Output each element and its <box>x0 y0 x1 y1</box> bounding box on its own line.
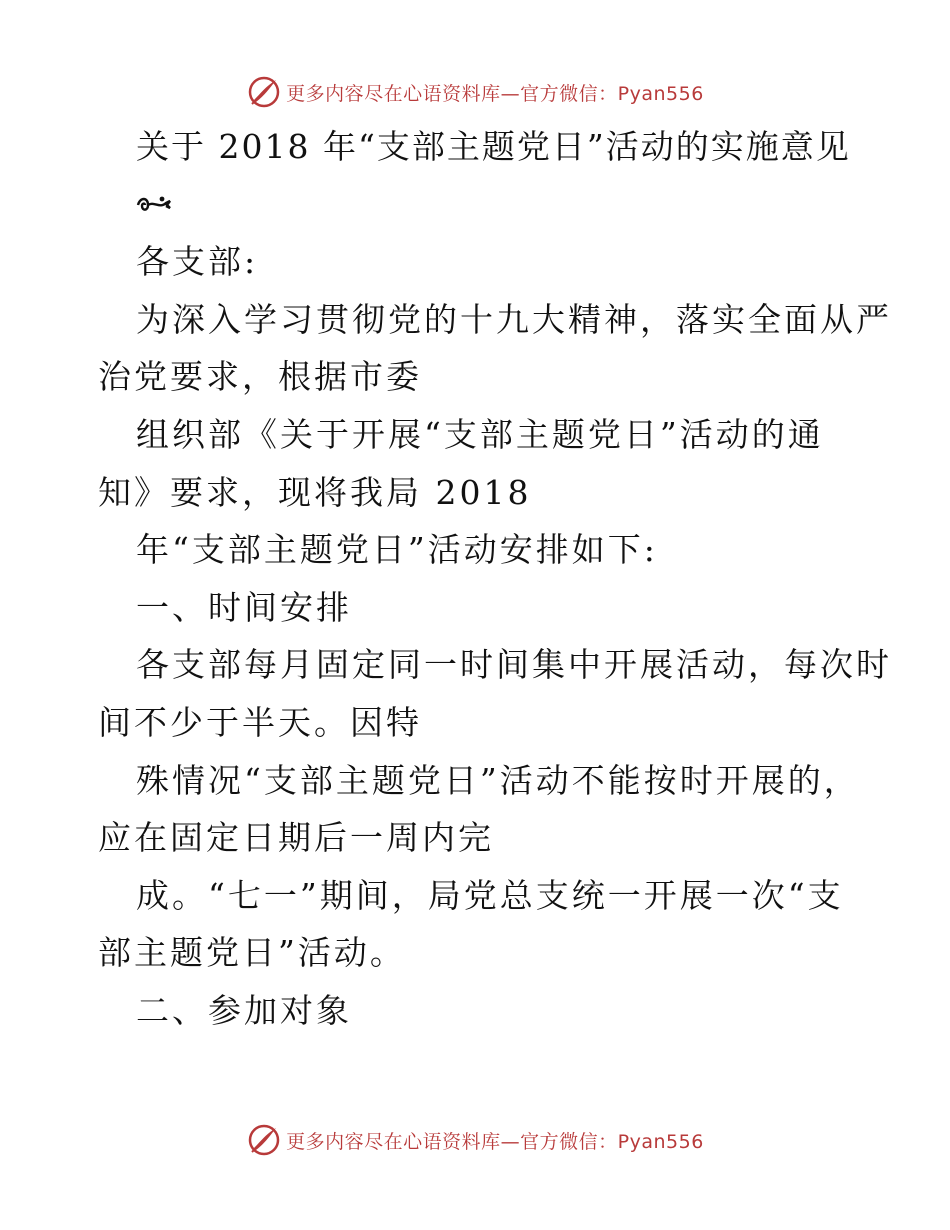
paragraph-line: 各支部: <box>136 242 259 282</box>
header-banner <box>0 72 950 112</box>
paragraph-line: 年“支部主题党日”活动安排如下: <box>136 530 658 570</box>
ornament-flourish-icon <box>136 193 172 215</box>
paragraph-line: 二、参加对象 <box>136 990 352 1030</box>
banner-text: 更多内容尽在心语资料库—官方微信：Pyan556 <box>286 82 704 105</box>
paragraph-line: 成。“七一”期间，局党总支统一开展一次“支 <box>136 875 844 915</box>
paragraph-line: 间不少于半天。因特 <box>98 702 422 742</box>
ornament-row <box>98 176 858 234</box>
footer-banner <box>0 1120 950 1160</box>
paragraph-line: 部主题党日”活动。 <box>98 933 406 973</box>
banner-text: 更多内容尽在心语资料库—官方微信：Pyan556 <box>286 1130 704 1153</box>
paragraph-line: 一、时间安排 <box>136 587 352 627</box>
paragraph-line: 知》要求，现将我局 2018 <box>98 472 532 512</box>
document-lines <box>98 233 892 1039</box>
paragraph-line: 殊情况“支部主题党日”活动不能按时开展的， <box>136 760 860 800</box>
quill-logo-icon <box>246 1122 282 1158</box>
paragraph-line: 为深入学习贯彻党的十九大精神，落实全面从严 <box>136 299 892 339</box>
document-body <box>98 118 892 1040</box>
paragraph-line: 应在固定日期后一周内完 <box>98 818 494 858</box>
document-title: 关于 2018 年“支部主题党日”活动的实施意见 <box>136 127 851 166</box>
quill-logo-icon <box>246 74 282 110</box>
paragraph-line: 治党要求，根据市委 <box>98 357 422 397</box>
paragraph-line: 组织部《关于开展“支部主题党日”活动的通 <box>136 414 824 454</box>
paragraph-line: 各支部每月固定同一时间集中开展活动，每次时 <box>136 645 892 685</box>
